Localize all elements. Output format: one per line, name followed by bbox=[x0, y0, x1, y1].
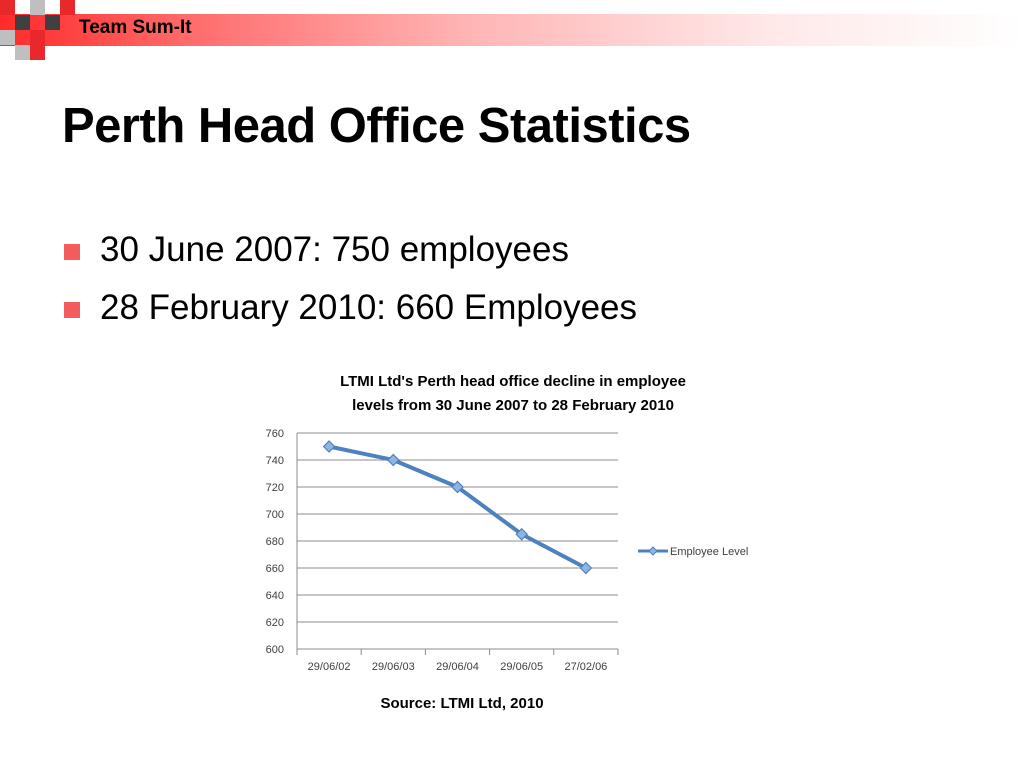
y-tick-label: 740 bbox=[265, 455, 284, 467]
y-tick-label: 760 bbox=[265, 428, 284, 440]
bullet-text: 28 February 2010: 660 Employees bbox=[100, 288, 637, 327]
slide-title: Perth Head Office Statistics bbox=[62, 99, 691, 153]
checker-square bbox=[15, 15, 30, 30]
checker-square bbox=[30, 30, 45, 45]
data-point bbox=[388, 455, 399, 466]
series-line bbox=[329, 447, 586, 569]
bullet-text: 30 June 2007: 750 employees bbox=[100, 230, 569, 269]
checker-square bbox=[15, 45, 30, 60]
bullet-square-icon bbox=[64, 244, 80, 260]
bullet-item bbox=[62, 226, 637, 284]
checker-logo bbox=[0, 0, 80, 62]
bullet-square-icon bbox=[64, 302, 80, 318]
y-tick-label: 720 bbox=[265, 482, 284, 494]
y-tick-label: 600 bbox=[265, 644, 284, 656]
legend-label: Employee Level bbox=[670, 546, 749, 558]
data-point bbox=[324, 441, 335, 452]
y-tick-label: 700 bbox=[265, 509, 284, 521]
chart-title-line: levels from 30 June 2007 to 28 February 2010 bbox=[352, 397, 674, 414]
source-caption: Source: LTMI Ltd, 2010 bbox=[380, 695, 544, 712]
legend-marker bbox=[649, 547, 657, 555]
checker-square bbox=[30, 45, 45, 60]
bullet-item bbox=[62, 284, 637, 342]
bullet-list bbox=[62, 226, 637, 342]
banner-title: Team Sum-It bbox=[79, 17, 192, 38]
x-tick-label: 29/06/04 bbox=[436, 661, 479, 673]
checker-square bbox=[60, 0, 75, 15]
checker-square bbox=[0, 30, 15, 45]
checker-square bbox=[0, 0, 15, 15]
y-tick-label: 620 bbox=[265, 617, 284, 629]
x-tick-label: 29/06/05 bbox=[500, 661, 544, 673]
x-tick-label: 29/06/03 bbox=[371, 661, 415, 673]
chart-title-line: LTMI Ltd's Perth head office decline in employee bbox=[340, 373, 686, 390]
y-tick-label: 640 bbox=[265, 590, 284, 602]
y-tick-label: 680 bbox=[265, 536, 284, 548]
x-tick-label: 27/02/06 bbox=[564, 661, 608, 673]
x-tick-label: 29/06/02 bbox=[307, 661, 351, 673]
checker-square bbox=[45, 15, 60, 30]
checker-square bbox=[30, 0, 45, 15]
line-chart bbox=[240, 360, 800, 730]
y-tick-label: 660 bbox=[265, 563, 284, 575]
